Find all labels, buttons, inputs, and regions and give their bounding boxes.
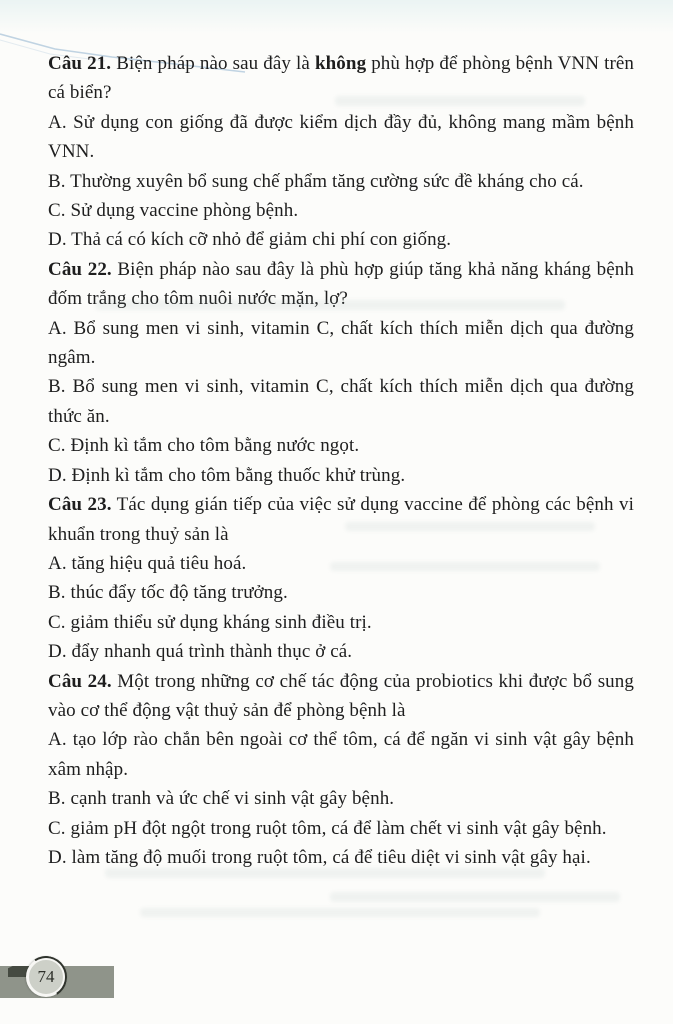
question-22-label: Câu 22. — [48, 258, 112, 280]
question-23-pre: Tác dụng gián tiếp của việc sử dụng vaccine để phòng các bệnh vi khuẩn trong thuỷ sản là — [48, 494, 634, 545]
question-21-post: phù hợp để phòng bệnh VNN trên cá biển? — [48, 53, 635, 104]
question-22-pre: Biện pháp nào sau đây là phù hợp giúp tăng khả năng kháng bệnh đốm trắng cho tôm nuôi nước mặn, lợ? — [48, 258, 634, 310]
question-24-option-b: B. cạnh tranh và ức chế vi sinh vật gây bệnh. — [48, 788, 395, 810]
question-23-option-a: A. tăng hiệu quả tiêu hoá. — [48, 552, 247, 574]
question-21-pre: Biện pháp nào sau đây là — [111, 53, 315, 74]
page-number: 74 — [37, 967, 55, 986]
question-23-text — [48, 490, 634, 549]
question-21-option-d: D. Thả cá có kích cỡ nhỏ để giảm chi phí con giống. — [48, 229, 452, 251]
question-21-bold-word: không — [314, 53, 367, 74]
question-24-option-d: D. làm tăng độ muối trong ruột tôm, cá để tiêu diệt vi sinh vật gây hại. — [48, 846, 591, 868]
question-23-option-d: D. đẩy nhanh quá trình thành thục ở cá. — [48, 641, 353, 663]
question-22-option-b: B. Bổ sung men vi sinh, vitamin C, chất kích thích miễn dịch qua đường thức ăn. — [48, 376, 634, 427]
question-24-option-c: C. giảm pH đột ngột trong ruột tôm, cá để làm chết vi sinh vật gây bệnh. — [48, 817, 607, 839]
scan-tint-artifact — [0, 0, 673, 34]
question-24-option-a: A. tạo lớp rào chắn bên ngoài cơ thể tôm, cá để ngăn vi sinh vật gây bệnh xâm nhập. — [48, 729, 634, 780]
question-21-option-b: B. Thường xuyên bổ sung chế phẩm tăng cường sức đề kháng cho cá. — [48, 170, 584, 192]
question-23-option-b: B. thúc đẩy tốc độ tăng trưởng. — [48, 582, 288, 604]
question-22-option-a: A. Bổ sung men vi sinh, vitamin C, chất kích thích miễn dịch qua đường ngâm. — [48, 317, 634, 369]
question-24-label: Câu 24. — [48, 670, 112, 692]
question-22-text — [48, 255, 634, 314]
question-21-option-c: C. Sử dụng vaccine phòng bệnh. — [48, 200, 299, 222]
question-22-option-d: D. Định kì tắm cho tôm bằng thuốc khử trùng. — [48, 464, 406, 486]
question-22-option-c: C. Định kì tắm cho tôm bằng nước ngọt. — [48, 435, 360, 457]
question-24-pre: Một trong những cơ chế tác động của probiotics khi được bổ sung vào cơ thể động vật thuỷ sản để phòng bệnh là — [48, 670, 634, 721]
question-23-option-c: C. giảm thiểu sử dụng kháng sinh điều trị. — [48, 611, 372, 633]
question-21-option-a: A. Sử dụng con giống đã được kiểm dịch đầy đủ, không mang mầm bệnh VNN. — [48, 111, 634, 163]
bleed-through-artifact — [330, 892, 620, 902]
question-list — [48, 49, 634, 872]
question-21-text — [48, 49, 634, 108]
question-24-text — [48, 667, 634, 726]
bleed-through-artifact — [140, 908, 540, 917]
page-number-badge — [26, 957, 66, 997]
question-23-label: Câu 23. — [48, 494, 112, 516]
question-21-label: Câu 21. — [48, 53, 112, 74]
